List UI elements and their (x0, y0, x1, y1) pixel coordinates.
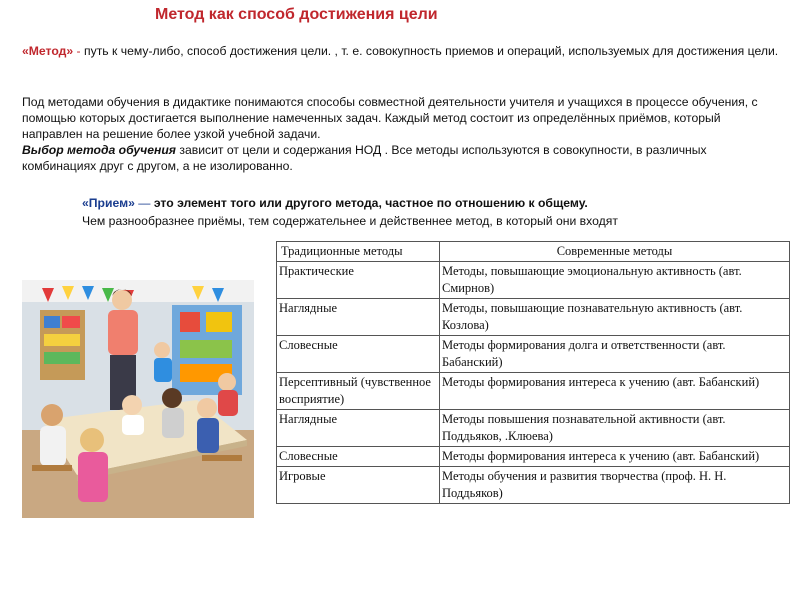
modern-cell: Методы формирования долга и ответственности (авт. Бабанский) (440, 336, 790, 373)
modern-cell: Методы обучения и развития творчества (проф. Н. Н. Поддьяков) (440, 467, 790, 504)
traditional-cell: Словесные (277, 336, 440, 373)
method-definition (22, 42, 782, 61)
traditional-cell: Наглядные (277, 299, 440, 336)
method-term: «Метод» (22, 44, 74, 58)
classroom-photo (22, 280, 254, 518)
table-row (277, 410, 790, 447)
choice-term: Выбор метода обучения (22, 143, 176, 157)
traditional-cell: Практические (277, 262, 440, 299)
header-traditional: Традиционные методы (277, 242, 440, 262)
table-row (277, 336, 790, 373)
method-definition-text: путь к чему-либо, способ достижения цели. , т. е. совокупность приемов и операций, используемых для достижения цели. (84, 44, 779, 58)
technique-definition-text: это элемент того или другого метода, частное по отношению к общему. (153, 196, 588, 210)
traditional-cell: Игровые (277, 467, 440, 504)
slide-title: Метод как способ достижения цели (155, 6, 438, 23)
technique-dash: — (134, 196, 154, 210)
traditional-cell: Словесные (277, 447, 440, 467)
technique-line2: Чем разнообразнее приёмы, тем содержательнее и действеннее метод, в который они входят (82, 214, 618, 228)
modern-cell: Методы повышения познавательной активности (авт. Поддьяков, .Клюева) (440, 410, 790, 447)
table-row (277, 447, 790, 467)
traditional-cell: Персептивный (чувственное восприятие) (277, 373, 440, 410)
technique-definition (82, 194, 782, 230)
methods-table (276, 241, 790, 504)
classroom-photo-drawing (22, 280, 254, 518)
header-modern: Современные методы (440, 242, 790, 262)
modern-cell: Методы формирования интереса к учению (авт. Бабанский) (440, 373, 790, 410)
traditional-cell: Наглядные (277, 410, 440, 447)
methods-paragraph (22, 94, 782, 174)
table-row (277, 299, 790, 336)
table-row (277, 467, 790, 504)
modern-cell: Методы, повышающие познавательную активность (авт. Козлова) (440, 299, 790, 336)
methods-paragraph-text: Под методами обучения в дидактике понимаются способы совместной деятельности учителя и учащихся в процессе обучения, с помощью которых достигается выполнение намеченных задач. Каждый метод состоит из определённых приёмов, который направлен на решение более узкой учебной задачи. (22, 95, 758, 141)
table-row (277, 262, 790, 299)
table-header-row (277, 242, 790, 262)
table-row (277, 373, 790, 410)
modern-cell: Методы формирования интереса к учению (авт. Бабанский) (440, 447, 790, 467)
technique-term: «Прием» (82, 196, 135, 210)
method-dash: - (73, 44, 84, 58)
choice-text: зависит от цели и содержания НОД . Все методы используются в совокупности, в различных комбинациях друг с другом, а не изолированно. (22, 143, 707, 173)
modern-cell: Методы, повышающие эмоциональную активность (авт. Смирнов) (440, 262, 790, 299)
